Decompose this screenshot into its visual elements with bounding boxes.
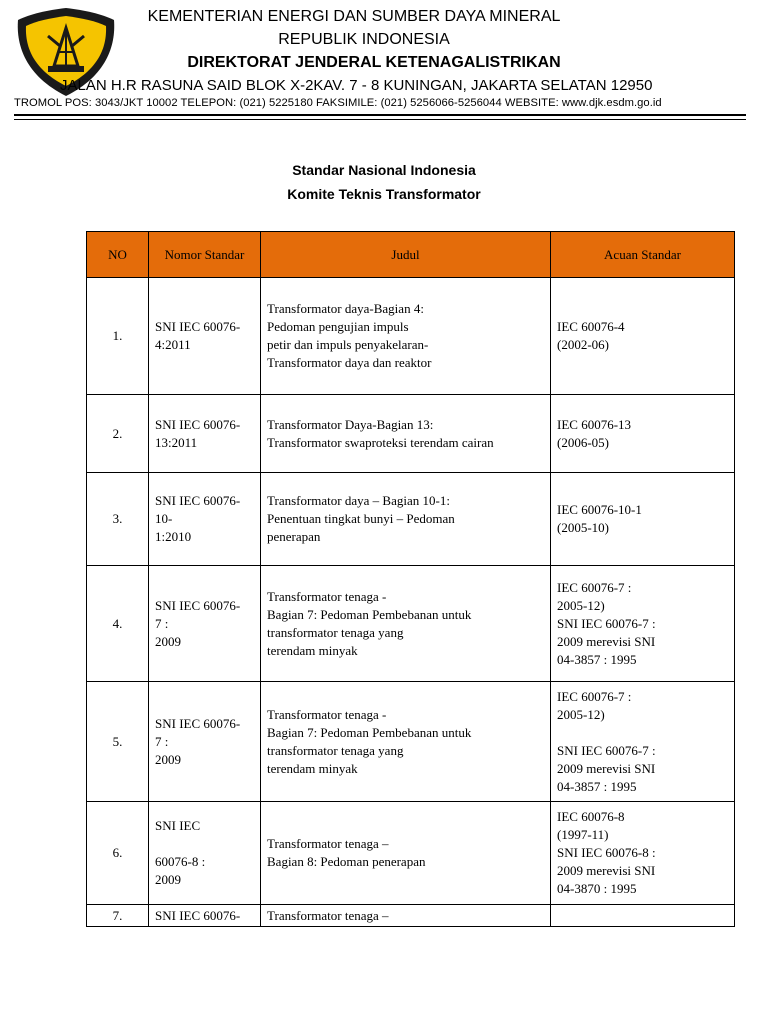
column-header-nomor-standar: Nomor Standar (149, 232, 261, 278)
letterhead-rule-thin (14, 119, 746, 120)
letterhead-ministry: KEMENTERIAN ENERGI DAN SUMBER DAYA MINERAL (147, 8, 561, 25)
cell-judul: Transformator Daya-Bagian 13: Transformator swaproteksi terendam cairan (261, 395, 551, 473)
column-header-no: NO (87, 232, 149, 278)
cell-acuan-standar: IEC 60076-7 : 2005-12) SNI IEC 60076-7 : 2009 merevisi SNI 04-3857 : 1995 (551, 682, 735, 802)
column-header-judul: Judul (261, 232, 551, 278)
cell-nomor-standar: SNI IEC 60076- 13:2011 (149, 395, 261, 473)
cell-nomor-standar: SNI IEC 60076- 4:2011 (149, 278, 261, 395)
row-number: 5. (87, 682, 149, 802)
standards-table (86, 231, 735, 927)
row-number: 4. (87, 566, 149, 682)
table-row (87, 278, 735, 395)
table-row (87, 395, 735, 473)
cell-acuan-standar: IEC 60076-10-1 (2005-10) (551, 473, 735, 566)
cell-nomor-standar: SNI IEC 60076- 7 : 2009 (149, 682, 261, 802)
document-subtitle: Komite Teknis Transformator (287, 186, 481, 202)
table-header-row (87, 232, 735, 278)
table-row (87, 905, 735, 927)
letterhead-address: JALAN H.R RASUNA SAID BLOK X-2KAV. 7 - 8 KUNINGAN, JAKARTA SELATAN 12950 (60, 77, 653, 94)
cell-nomor-standar: SNI IEC 60076- 7 : 2009 (149, 566, 261, 682)
column-header-acuan-standar: Acuan Standar (551, 232, 735, 278)
letterhead-contact: TROMOL POS: 3043/JKT 10002 TELEPON: (021) 5225180 FAKSIMILE: (021) 5256066-5256044 WEBSITE: www.djk.esdm.go.id (14, 97, 662, 109)
row-number: 2. (87, 395, 149, 473)
row-number: 6. (87, 802, 149, 905)
cell-judul: Transformator daya-Bagian 4: Pedoman pengujian impuls petir dan impuls penyakelaran- Transformator daya dan reaktor (261, 278, 551, 395)
table-row (87, 682, 735, 802)
row-number: 3. (87, 473, 149, 566)
cell-judul: Transformator tenaga – (261, 905, 551, 927)
letterhead-directorate: DIREKTORAT JENDERAL KETENAGALISTRIKAN (187, 54, 561, 71)
cell-judul: Transformator tenaga - Bagian 7: Pedoman Pembebanan untuk transformator tenaga yang terendam minyak (261, 566, 551, 682)
cell-acuan-standar: IEC 60076-8 (1997-11) SNI IEC 60076-8 : 2009 merevisi SNI 04-3870 : 1995 (551, 802, 735, 905)
cell-nomor-standar: SNI IEC 60076-8 : 2009 (149, 802, 261, 905)
letterhead-country: REPUBLIK INDONESIA (278, 31, 450, 48)
cell-nomor-standar: SNI IEC 60076- 10- 1:2010 (149, 473, 261, 566)
cell-judul: Transformator daya – Bagian 10-1: Penentuan tingkat bunyi – Pedoman penerapan (261, 473, 551, 566)
cell-acuan-standar: IEC 60076-13 (2006-05) (551, 395, 735, 473)
cell-judul: Transformator tenaga - Bagian 7: Pedoman Pembebanan untuk transformator tenaga yang terendam minyak (261, 682, 551, 802)
table-row (87, 802, 735, 905)
table-row (87, 473, 735, 566)
cell-judul: Transformator tenaga – Bagian 8: Pedoman penerapan (261, 802, 551, 905)
document-title: Standar Nasional Indonesia (292, 162, 476, 178)
cell-acuan-standar: IEC 60076-7 : 2005-12) SNI IEC 60076-7 : 2009 merevisi SNI 04-3857 : 1995 (551, 566, 735, 682)
letterhead-rule-thick (14, 114, 746, 116)
row-number: 7. (87, 905, 149, 927)
table-row (87, 566, 735, 682)
row-number: 1. (87, 278, 149, 395)
cell-nomor-standar: SNI IEC 60076- (149, 905, 261, 927)
cell-acuan-standar: IEC 60076-4 (2002-06) (551, 278, 735, 395)
cell-acuan-standar (551, 905, 735, 927)
